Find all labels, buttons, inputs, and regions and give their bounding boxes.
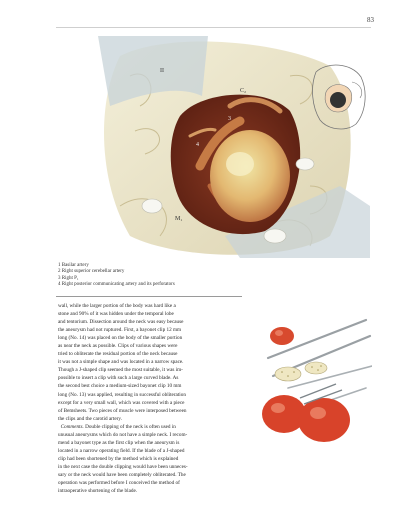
body-line: the clips and the carotid artery.	[58, 415, 122, 422]
legend-item: 1 Basilar artery	[58, 263, 89, 268]
label-m1: M₁	[175, 216, 183, 222]
body-line: long (No. 14) was placed on the body of the smaller portion	[58, 335, 183, 342]
body-line: unusual aneurysms which do not have a simple neck. I recom-	[58, 431, 188, 438]
body-line: operation was performed before I conceived the method of	[58, 480, 180, 487]
body-line: Though a J-shaped clip seemed the most suitable, it was im-	[58, 367, 183, 374]
body-line: as near the neck as possible. Clips of various shapes were	[58, 343, 178, 350]
clip-illustration	[248, 318, 372, 448]
comments-line	[58, 423, 240, 431]
body-line: and tentorium. Dissection around the neck was easy because	[58, 319, 184, 326]
comments-label: Comments.	[60, 423, 84, 430]
page-number: 83	[367, 16, 374, 24]
body-line: of Bemsheets. Two pieces of muscle were interposed between	[58, 407, 187, 414]
body-line: mend a bayonet type as the first clip when the aneurysm is	[58, 439, 180, 446]
body-line: stone and 90% of it was hidden under the temporal lobe	[58, 311, 174, 318]
body-line: intraoperative shortening of the blade.	[58, 488, 138, 495]
legend-item: 2 Right superior cerebellar artery	[58, 269, 125, 275]
label-ii: II	[160, 68, 164, 74]
head-orientation-inset	[306, 62, 370, 132]
body-line: it was not a simple shape and was located in a narrow space.	[58, 359, 184, 366]
legend-rule	[56, 296, 242, 297]
body-text	[58, 302, 240, 495]
body-line: located in a narrow operating field. If the blade of a J-shaped	[58, 447, 185, 454]
label-4: 4	[196, 142, 199, 148]
body-line: long (No. 13) was applied, resulting in successful obliteration	[58, 391, 186, 398]
body-line: the aneurysm had not ruptured. First, a bayonet clip 12 mm	[58, 327, 182, 334]
body-line: in the next case the double clipping would have been unneces-	[58, 463, 188, 470]
body-line: the second best choice a medium-sized bayonet clip 10 mm	[58, 383, 182, 390]
body-line: wall, while the larger portion of the body was hard like a	[58, 303, 176, 309]
body-line: possible to insert a clip with such a large curved blade. As	[58, 375, 179, 382]
header-rule	[56, 27, 371, 28]
comments-first: Double clipping of the neck is often used in	[83, 423, 176, 430]
legend-item: 4 Right posterior communicating artery and its perforators	[58, 281, 175, 287]
legend-item: 3 Right P₁	[58, 275, 79, 281]
body-line: clip had been shortened by the method which is explained	[58, 455, 179, 462]
body-line: tried to obliterate the residual portion of the neck because	[58, 351, 178, 358]
body-line: sary or the neck would have been completely obliterated. The	[58, 471, 186, 478]
label-3: 3	[228, 116, 231, 122]
label-c2: C₂	[240, 88, 247, 94]
figure-legend	[58, 263, 258, 288]
body-line: except for a very small wall, which was covered with a piece	[58, 399, 185, 406]
